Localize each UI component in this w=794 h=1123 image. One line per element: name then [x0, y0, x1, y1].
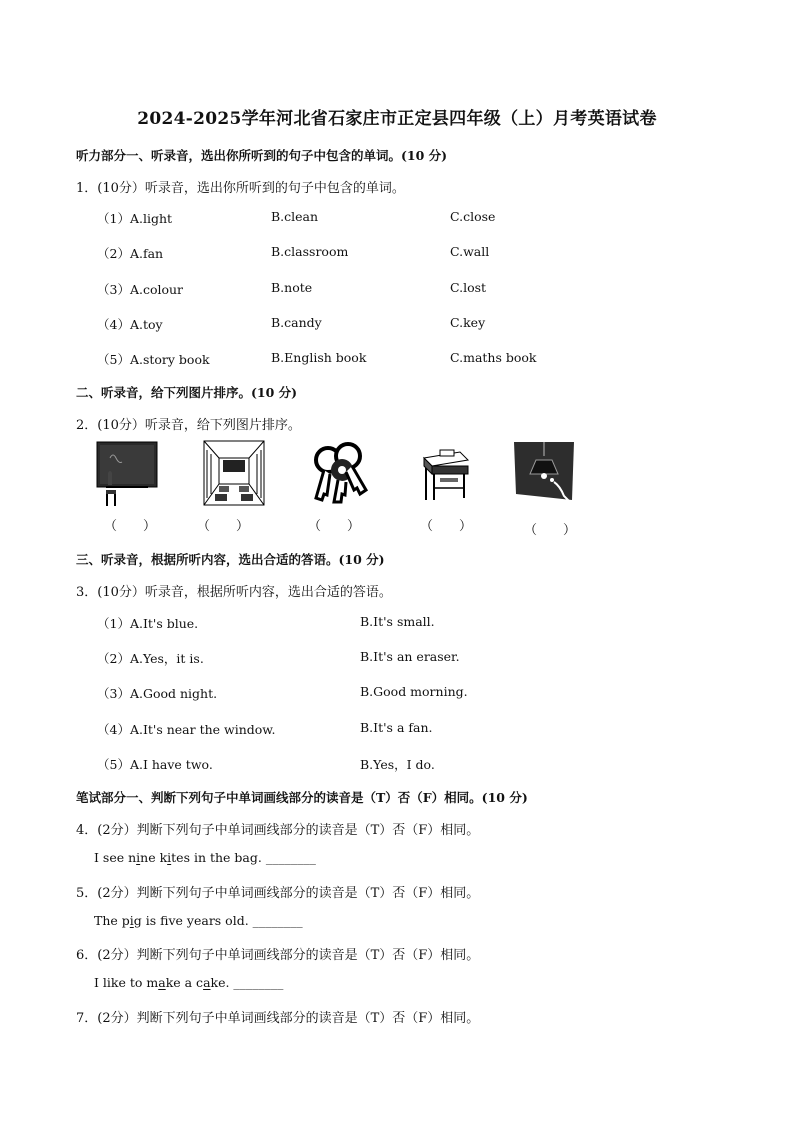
q1-option-c: C.maths book	[450, 350, 537, 365]
section-heading-1: 听力部分一、听录音，选出你所听到的句子中包含的单词。(10 分)	[76, 148, 448, 163]
q3-option-b: B.It's an eraser.	[360, 649, 460, 664]
question-3: 3．(10分）听录音，根据所听内容，选出合适的答语。	[76, 585, 392, 600]
desk-picture	[420, 448, 470, 502]
question-5-sentence: The pig is fve years old. ________	[94, 913, 303, 928]
q1-option-b: B.candy	[271, 315, 322, 330]
page-title: 2024-2025学年河北省石家庄市正定县四年级（上）月考英语试卷	[137, 109, 657, 129]
q3-option-a: （5）A.I have two.	[97, 757, 213, 772]
answer-parentheses: （ ）	[308, 519, 361, 534]
answer-parentheses: （ ）	[420, 519, 473, 534]
answer-parentheses: （ ）	[524, 523, 577, 538]
q1-option-b: B.clean	[271, 209, 319, 224]
question-4-sentence: I see nine kites in the bag. ________	[94, 850, 316, 865]
section-heading-3: 三、听录音，根据所听内容，选出合适的答语。(10 分)	[76, 552, 385, 567]
q1-option-b: B.English book	[271, 350, 367, 365]
q1-option-c: C.key	[450, 315, 486, 330]
blackboard-picture	[96, 440, 158, 508]
question-6: 6．(2分）判断下列句子中单词画线部分的读音是（T）否（F）相同。	[76, 948, 480, 963]
lamp-picture	[514, 442, 574, 502]
q1-option-a: （1）A.light	[97, 211, 173, 226]
q3-option-b: B.Yes，I do.	[360, 757, 435, 772]
classroom-picture	[203, 440, 265, 506]
answer-parentheses: （ ）	[104, 519, 157, 534]
keys-picture	[308, 440, 370, 506]
q3-option-b: B.It's a fan.	[360, 720, 433, 735]
q3-option-b: B.It's small.	[360, 614, 435, 629]
q3-option-a: （2）A.Yes，it is.	[97, 651, 204, 666]
q3-option-a: （1）A.It's blue.	[97, 616, 199, 631]
q1-option-c: C.wall	[450, 244, 490, 259]
question-4: 4．(2分）判断下列句子中单词画线部分的读音是（T）否（F）相同。	[76, 823, 480, 838]
q1-option-a: （2）A.fan	[97, 246, 164, 261]
question-1: 1．(10分）听录音，选出你所听到的句子中包含的单词。	[76, 181, 405, 196]
section-heading-4: 笔试部分一、判断下列句子中单词画线部分的读音是（T）否（F）相同。(10 分)	[76, 790, 528, 805]
q3-option-a: （4）A.It's near the window.	[97, 722, 276, 737]
q1-option-b: B.note	[271, 280, 313, 295]
question-2: 2．(10分）听录音，给下列图片排序。	[76, 418, 301, 433]
q1-option-a: （3）A.colour	[97, 282, 184, 297]
q1-option-c: C.lost	[450, 280, 487, 295]
q1-option-b: B.classroom	[271, 244, 349, 259]
answer-parentheses: （ ）	[197, 519, 250, 534]
question-5: 5．(2分）判断下列句子中单词画线部分的读音是（T）否（F）相同。	[76, 886, 480, 901]
section-heading-2: 二、听录音，给下列图片排序。(10 分)	[76, 385, 298, 400]
q1-option-a: （5）A.story book	[97, 352, 210, 367]
q1-option-c: C.close	[450, 209, 496, 224]
q1-option-a: （4）A.toy	[97, 317, 163, 332]
q3-option-b: B.Good morning.	[360, 684, 468, 699]
question-7: 7．(2分）判断下列句子中单词画线部分的读音是（T）否（F）相同。	[76, 1011, 480, 1026]
question-6-sentence: I like to make a cake. ________	[94, 975, 284, 990]
q3-option-a: （3）A.Good night.	[97, 686, 218, 701]
